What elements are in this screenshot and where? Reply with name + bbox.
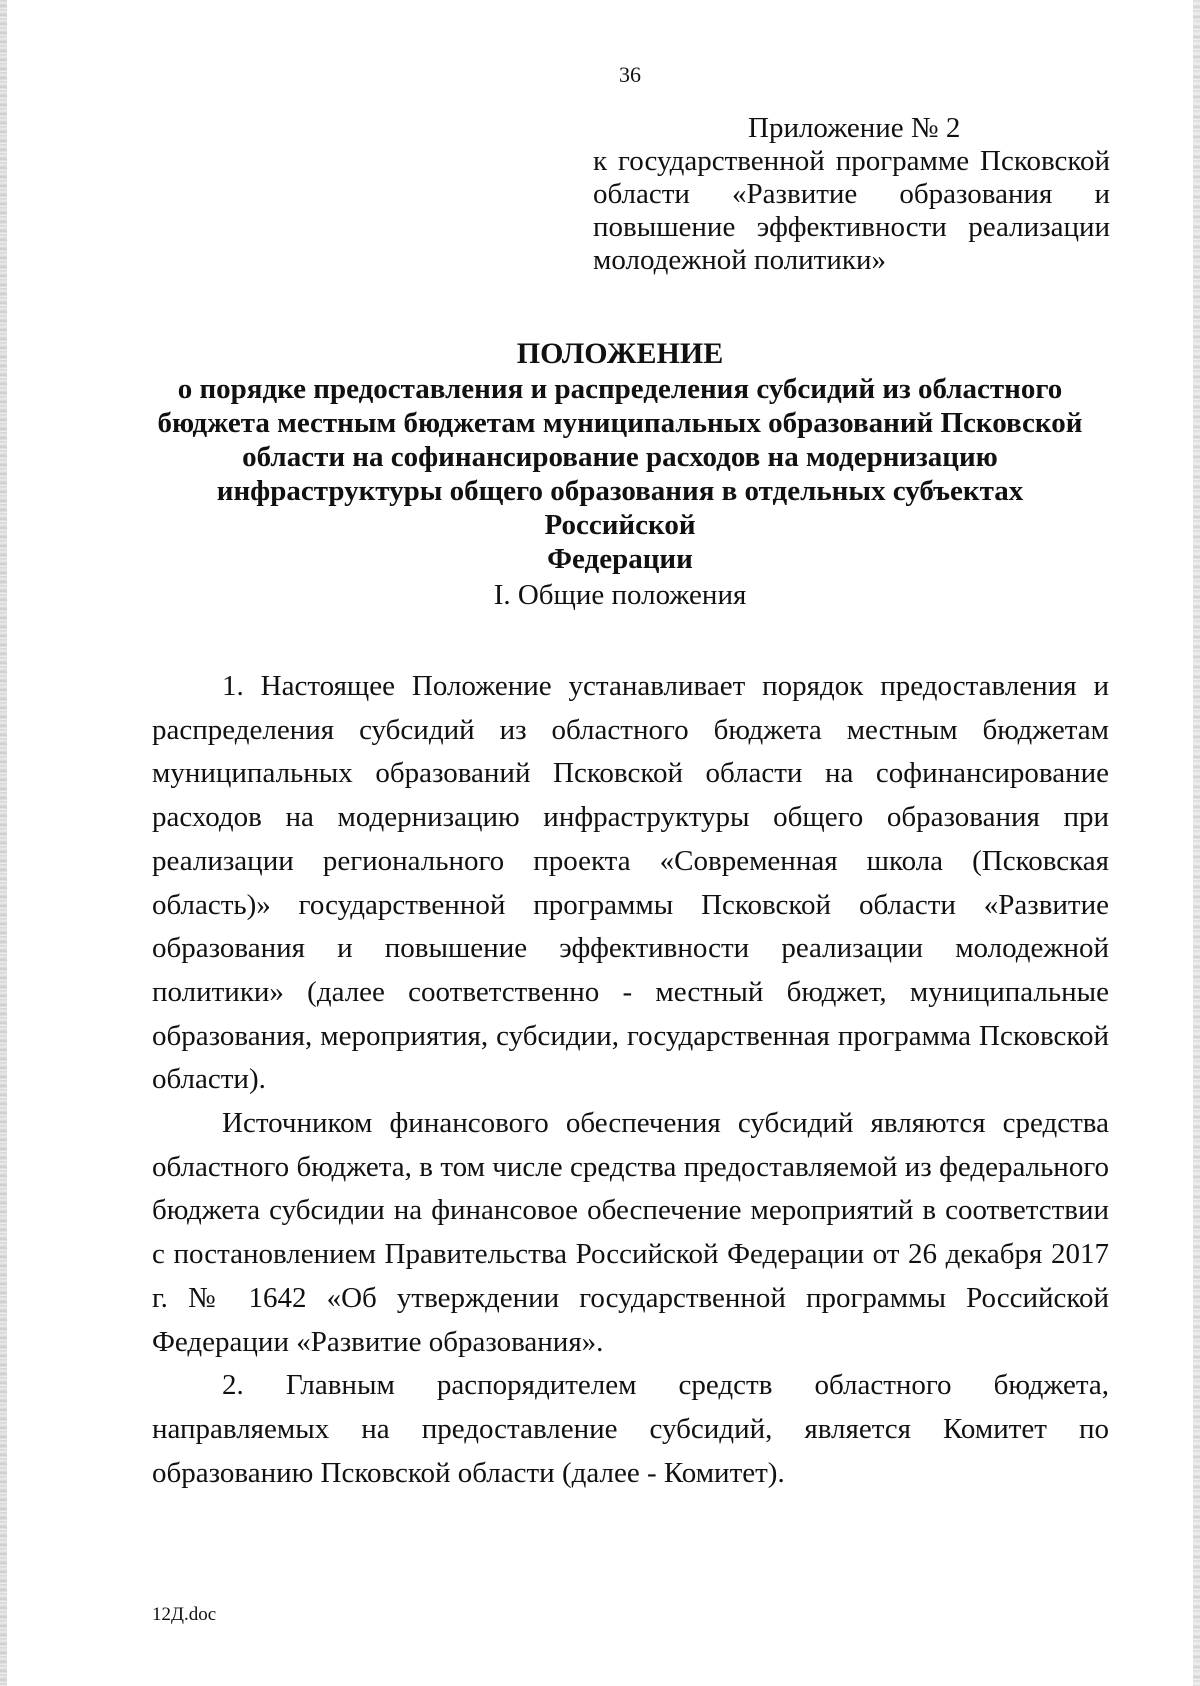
paragraph: 2. Главным распорядителем средств областного бюджета, направляемых на предоставление субсидий, является Комитет по образованию Псковской области (далее - Комитет).	[152, 1369, 1109, 1489]
appendix-title: Приложение № 2	[748, 112, 961, 144]
appendix-text: к государственной программе Псковской области «Развитие образования и повышение эффективности реализации молодежной политики»	[593, 145, 1110, 276]
document-subtitle-line: Федерации	[547, 543, 693, 575]
scan-edge-right	[1193, 0, 1200, 1686]
document-title-main: ПОЛОЖЕНИЕ	[516, 337, 724, 370]
paragraph: Источником финансового обеспечения субсидий являются средства областного бюджета, в том числе средства предоставляемой из федерального бюджета субсидии на финансовое обеспечение мероприятий в соответствии с постановлением Правительства Российской Федерации от 26 декабря 2017 г. № 1642 «Об утверждении государственной программы Российской Федерации «Развитие образования».	[152, 1107, 1109, 1358]
paragraph: 1. Настоящее Положение устанавливает порядок предоставления и распределения субсидий из областного бюджета местным бюджетам муниципальных образований Псковской области на софинансирование расходов на модернизацию инфраструктуры общего образования при реализации регионального проекта «Современная школа (Псковская область)» государственной программы Псковской области «Развитие образования и повышение эффективности реализации молодежной политики» (далее соответственно - местный бюджет, муниципальные образования, мероприятия, субсидии, государственная программа Псковской области).	[152, 670, 1109, 1096]
footer-filename: 12Д.doc	[152, 1604, 217, 1625]
section-heading: I. Общие положения	[493, 579, 747, 611]
document-subtitle-line: о порядке предоставления и распределения субсидий из областного	[177, 373, 1063, 405]
page-number: 36	[619, 62, 641, 87]
document-subtitle-line: бюджета местным бюджетам муниципальных образований Псковской	[157, 407, 1083, 439]
document-subtitle-line: инфраструктуры общего образования в отдельных субъектах Российской	[216, 475, 1024, 541]
appendix-block	[593, 112, 1110, 277]
body-text	[152, 665, 1109, 1495]
scan-edge-left	[0, 0, 7, 1686]
document-subtitle-line: области на софинансирование расходов на модернизацию	[242, 441, 998, 473]
document-title	[140, 336, 1100, 576]
